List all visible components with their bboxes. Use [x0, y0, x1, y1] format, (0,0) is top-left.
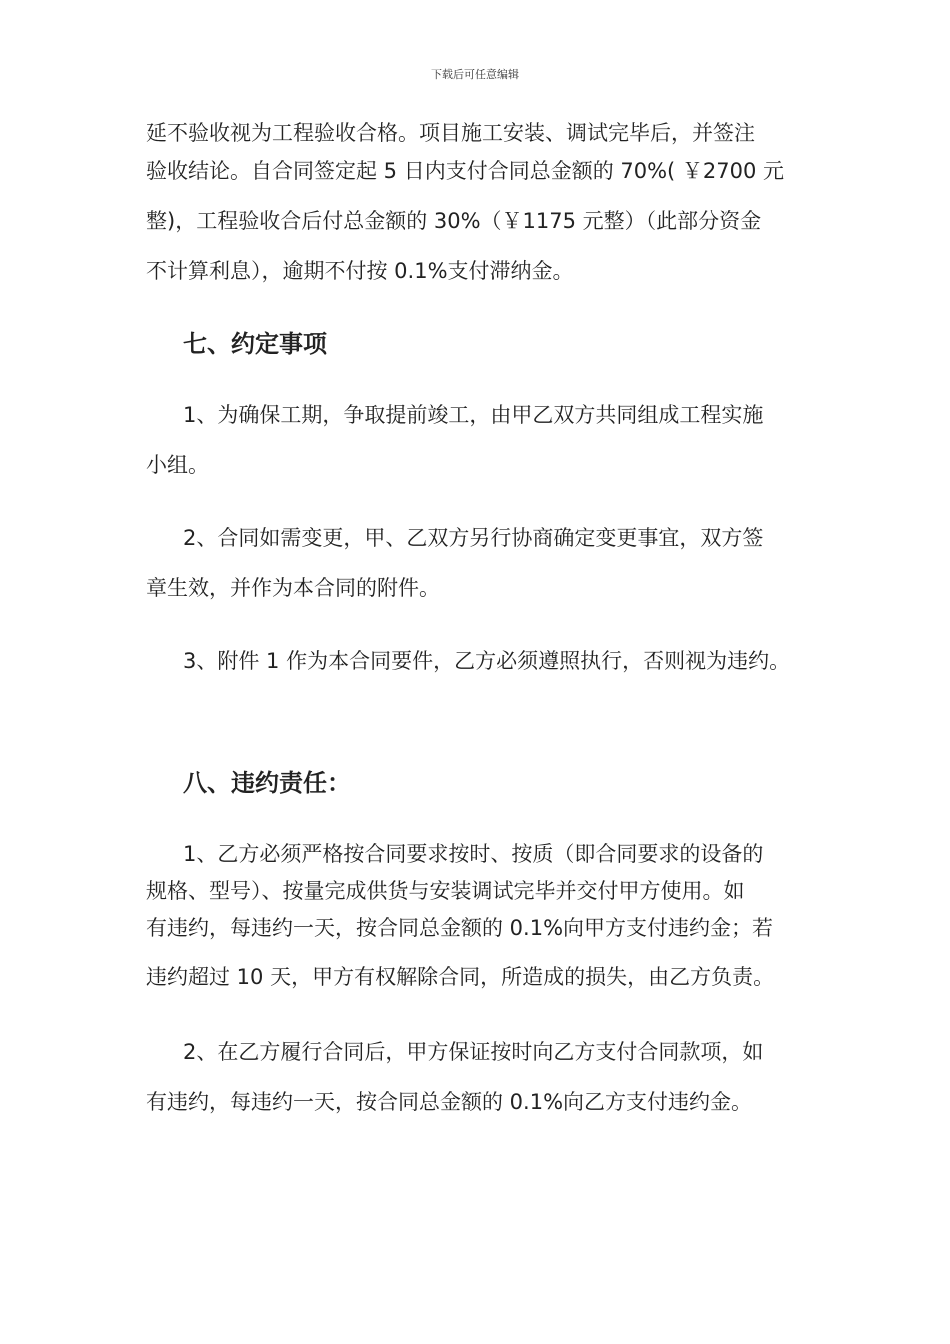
paragraph-line: 整)，工程验收合后付总金额的 30%（￥1175 元整）（此部分资金 — [146, 209, 762, 233]
header-note: 下载后可任意编辑 — [431, 68, 519, 81]
paragraph-line: 规格、型号）、按量完成供货与安装调试完毕并交付甲方使用。如 — [146, 879, 745, 903]
section-heading: 八、违约责任： — [183, 769, 351, 797]
paragraph-line: 2、合同如需变更，甲、乙双方另行协商确定变更事宜，双方签 — [183, 526, 764, 550]
paragraph-line: 1、为确保工期，争取提前竣工，由甲乙双方共同组成工程实施 — [183, 403, 764, 427]
paragraph-line: 违约超过 10 天，甲方有权解除合同，所造成的损失，由乙方负责。 — [146, 965, 775, 989]
paragraph-line: 3、附件 1 作为本合同要件，乙方必须遵照执行，否则视为违约。 — [183, 649, 791, 673]
paragraph-line: 小组。 — [146, 453, 209, 477]
paragraph-line: 有违约，每违约一天，按合同总金额的 0.1%向乙方支付违约金。 — [146, 1090, 753, 1114]
paragraph-line: 2、在乙方履行合同后，甲方保证按时向乙方支付合同款项，如 — [183, 1040, 764, 1064]
paragraph-line: 延不验收视为工程验收合格。项目施工安装、调试完毕后，并签注 — [146, 121, 755, 145]
paragraph-line: 1、乙方必须严格按合同要求按时、按质（即合同要求的设备的 — [183, 842, 764, 866]
paragraph-line: 章生效，并作为本合同的附件。 — [146, 576, 440, 600]
paragraph-line: 有违约，每违约一天，按合同总金额的 0.1%向甲方支付违约金；若 — [146, 916, 774, 940]
paragraph-line: 验收结论。自合同签定起 5 日内支付合同总金额的 70%( ￥2700 元 — [146, 159, 785, 183]
section-heading: 七、约定事项 — [183, 330, 327, 358]
paragraph-line: 不计算利息），逾期不付按 0.1%支付滞纳金。 — [146, 259, 574, 283]
